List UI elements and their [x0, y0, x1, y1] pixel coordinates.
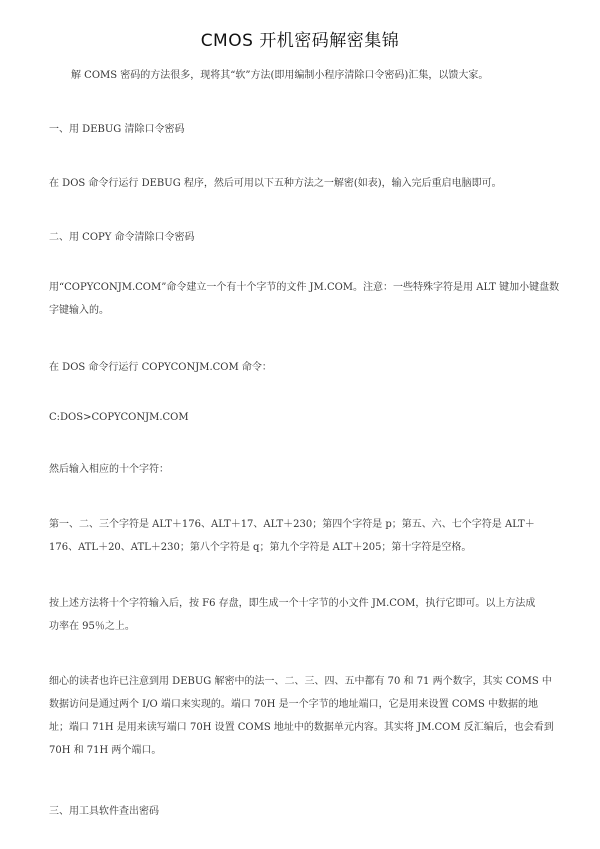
ports-paragraph [49, 670, 559, 762]
chars-paragraph [49, 513, 559, 559]
input-chars-paragraph: 然后输入相应的十个字符： [49, 464, 169, 475]
command-line: C:DOS>COPYCONJM.COM [49, 412, 189, 423]
text-line: 功率在 95％之上。 [49, 621, 135, 632]
document-title: CMOS 开机密码解密集锦 [200, 31, 400, 51]
text-line: 址；端口 71H 是用来读写端口 70H 设置 COMS 地址中的数据单元内容。其实将 JM.COM 反汇编后，也会看到 [49, 722, 554, 733]
copy-command-paragraph [49, 276, 559, 322]
intro-paragraph: 解 COMS 密码的方法很多，现将其“软”方法(即用编制小程序清除口令密码)汇集，以馈大家。 [71, 70, 489, 81]
section3-heading: 三、用工具软件查出密码 [49, 806, 159, 817]
result-paragraph [49, 592, 559, 638]
section1-paragraph: 在 DOS 命令行运行 DEBUG 程序，然后可用以下五种方法之一解密(如表)，输入完后重启电脑即可。 [49, 178, 502, 189]
text-line: 细心的读者也许已注意到用 DEBUG 解密中的法一、二、三、四、五中都有 70 和 71 两个数字，其实 COMS 中 [49, 676, 552, 687]
text-line: 数据访问是通过两个 I/O 端口来实现的。端口 70H 是一个字节的地址端口，它是用来设置 COMS 中数据的地 [49, 699, 538, 710]
text-line: 第一、二、三个字符是 ALT＋176、ALT＋17、ALT＋230；第四个字符是 p；第五、六、七个字符是 ALT＋ [49, 519, 535, 530]
text-line: 176、ATL＋20、ATL＋230；第八个字符是 q；第九个字符是 ALT＋205；第十字符是空格。 [49, 542, 472, 553]
text-line: 用“COPYCONJM.COM”命令建立一个有十个字节的文件 JM.COM。注意：一些特殊字符是用 ALT 键加小键盘数 [49, 282, 560, 293]
section1-heading: 一、用 DEBUG 清除口令密码 [49, 124, 185, 135]
text-line: 按上述方法将十个字符输入后，按 F6 存盘，即生成一个十字节的小文件 JM.COM，执行它即可。以上方法成 [49, 598, 536, 609]
run-command-paragraph: 在 DOS 命令行运行 COPYCONJM.COM 命令： [49, 362, 272, 373]
section2-heading: 二、用 COPY 命令清除口令密码 [49, 232, 195, 243]
text-line: 字键输入的。 [49, 305, 109, 316]
text-line: 70H 和 71H 两个端口。 [49, 745, 162, 756]
